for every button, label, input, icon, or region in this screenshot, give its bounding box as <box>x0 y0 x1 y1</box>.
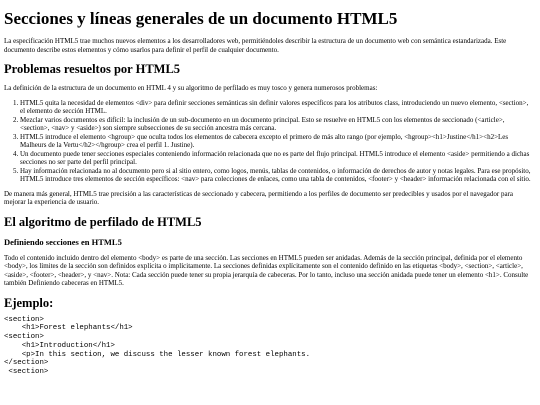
example-heading: Ejemplo: <box>4 295 54 310</box>
page-title: Secciones y líneas generales de un documento HTML5 <box>4 9 398 28</box>
problems-heading: Problemas resueltos por HTML5 <box>4 62 181 76</box>
algorithm-body: Todo el contenido incluido dentro del elemento <body> es parte de una sección. Las secciones en HTML5 pueden ser anidadas. Además de la sección principal, definida por el elemento <body>, los límites de la sección son definidos explícita o implícitamente. La secciones definidas explícitamente son el contenido definido en las etiquetas <body>, <section>, <article>, <aside>, <footer>, <header>, y <nav>. Nota: Cada sección puede tener su propia jerarquía de cabeceras. Por lo tanto, incluso una sección anidada puede tener un elemento <h1>. Consulte también Definiendo cabeceras en HTML5. <box>4 253 529 287</box>
algorithm-heading: El algoritmo de perfilado de HTML5 <box>4 214 202 229</box>
problems-closing: De manera más general, HTML5 trae precisión a las características de seccionado y cabecera, permitiendo a los perfiles de documento ser predecibles y usados por el navegador para mejorar la experiencia de usuario. <box>4 189 514 206</box>
document-page <box>4 0 534 377</box>
list-item: 2. Mezclar varios documentos es difícil: la inclusión de un sub-documento en un documento principal. Esto se resuelve en HTML5 con los elementos de seccionado (<article>, <section>, <nav> y <aside>) son siempre subsecciones de su sección ancestra más cercana. <box>20 116 534 133</box>
intro-paragraph: La especificación HTML5 trae muchos nuevos elementos a los desarrolladores web, permitiéndoles describir la estructura de un documento web con semántica estandarizada. Este documento describe estos elementos y cómo usarlos para definir el perfil de cualquier documento. <box>4 37 507 54</box>
list-item: 1. HTML5 quita la necesidad de elementos <div> para definir secciones semánticas sin definir valores específicos para los atributos class, introduciendo un nuevo elemento, <section>, el elemento de sección HTML. <box>20 99 534 116</box>
list-item: 4. Un documento puede tener secciones especiales conteniendo información relacionada que no es parte del flujo principal. HTML5 introduce el elemento <aside> permitiendo a dichas secciones no ser parte del perfil principal. <box>20 150 534 167</box>
list-item: 5. Hay información relacionada no al documento pero si al sitio entero, como logos, menús, tablas de contenidos, o información de derechos de autor y notas legales. Para ese propósito, HTML5 introduce tres elementos de sección específicos: <nav> para colecciones de enlaces, como una tabla de contenidos, <footer> y <header> información relacionada con el sitio. <box>20 167 534 184</box>
problems-lead: La definición de la estructura de un documento en HTML 4 y su algoritmo de perfilado es muy tosco y genera numerosos problemas: <box>4 84 378 92</box>
algorithm-subheading: Definiendo secciones en HTML5 <box>4 236 122 247</box>
list-item: 3. HTML5 introduce el elemento <hgroup> que oculta todos los elementos de cabecera excepto el primero de más alto rango (por ejemplo, <hgroup><h1>Justine</h1><h2>Les Malheurs de la Vertu</h2></hgroup> crea el perfil 1. Justine). <box>20 133 534 150</box>
code-example: <section> <h1>Forest elephants</h1> <section> <h1>Introduction</h1> <p>In this section, we discuss the lesser known forest elephants. </section> <section> <box>4 315 311 377</box>
problems-list <box>4 99 534 184</box>
